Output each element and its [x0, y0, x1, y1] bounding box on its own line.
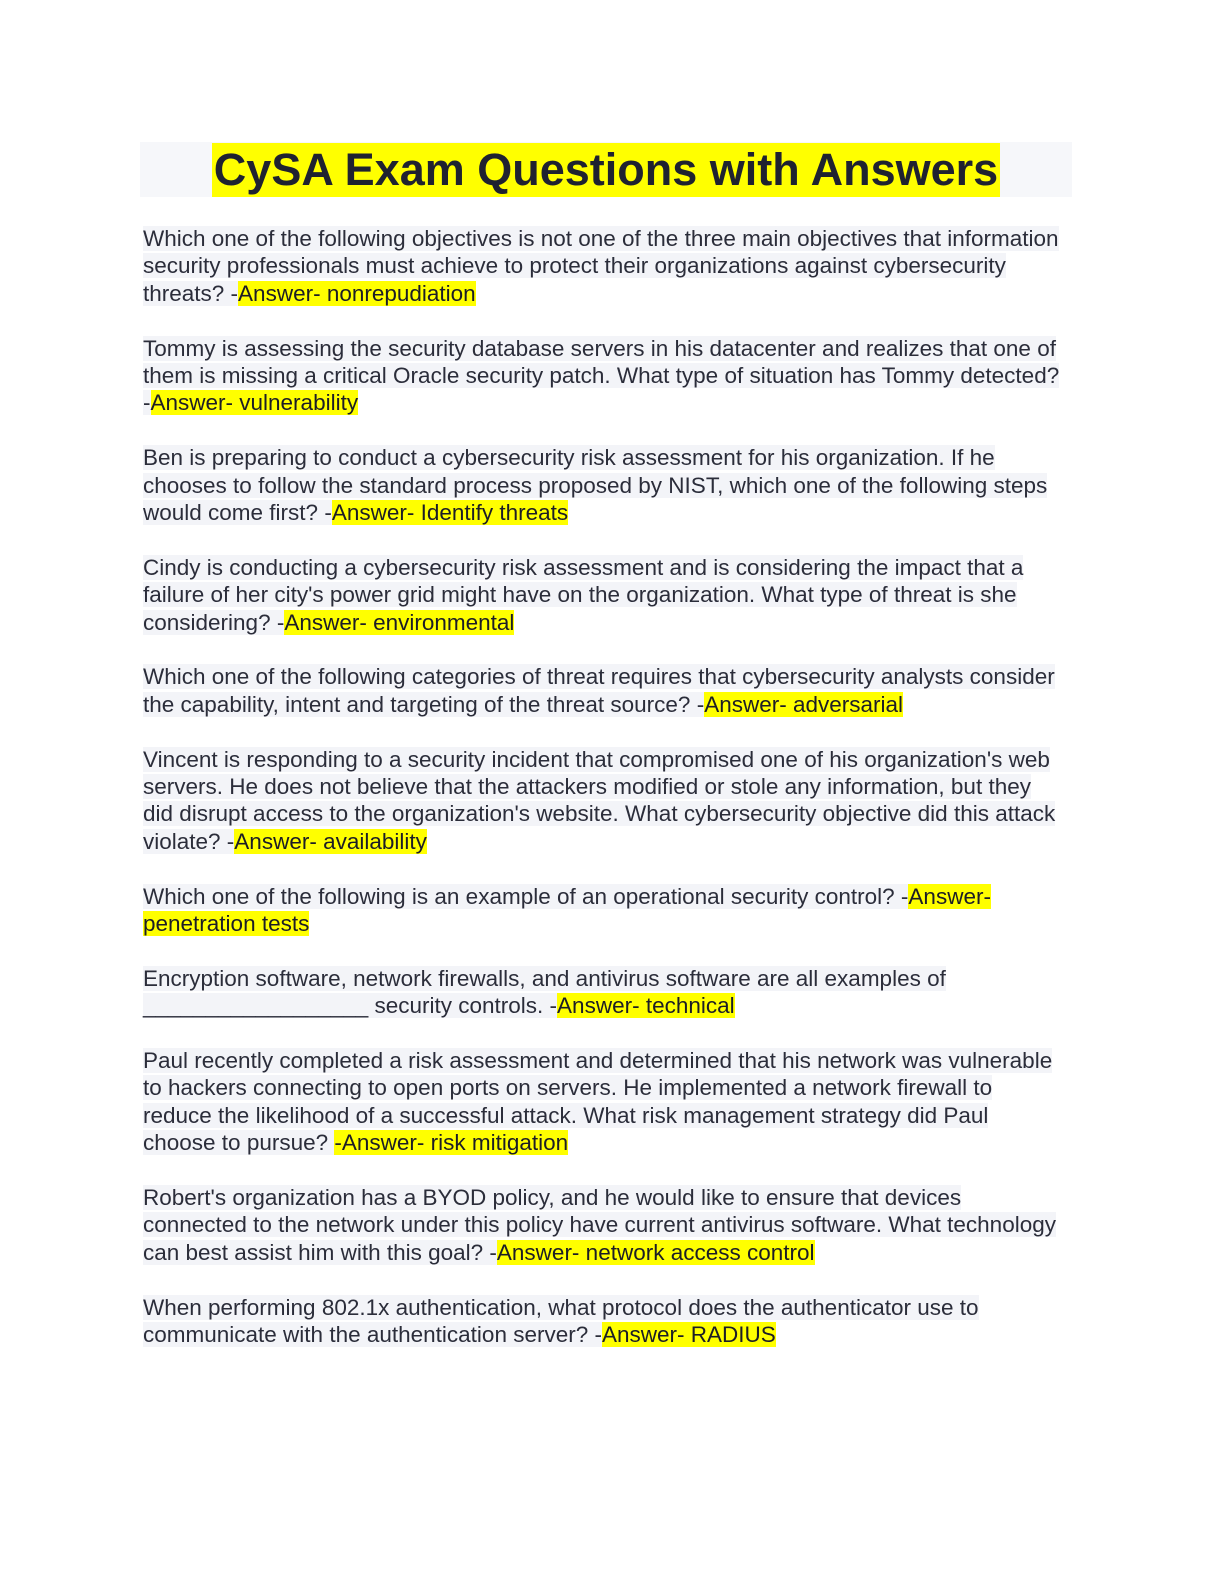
- qa-item: [143, 746, 1063, 856]
- question-text: When performing 802.1x authentication, what protocol does the authenticator use to communicate with the authentication server? -: [143, 1294, 979, 1348]
- question-text: Paul recently completed a risk assessment and determined that his network was vulnerable to hackers connecting to open ports on servers. He implemented a network firewall to reduce the likelihood of a successful attack. What risk management strategy did Paul choose to pursue?: [143, 1048, 1053, 1156]
- question-text: Ben is preparing to conduct a cybersecurity risk assessment for his organization. If he chooses to follow the standard process proposed by NIST, which one of the following steps would come first? -: [143, 445, 1048, 526]
- question-text: Robert's organization has a BYOD policy, and he would like to ensure that devices connected to the network under this policy have current antivirus software. What technology can best assist him with this goal? -: [143, 1185, 1056, 1265]
- answer-text: Answer- adversarial: [704, 691, 904, 717]
- qa-item: [143, 1047, 1063, 1157]
- answer-text: Answer- RADIUS: [601, 1322, 776, 1348]
- qa-item: [143, 965, 1063, 1020]
- document-title: CySA Exam Questions with Answers: [213, 143, 999, 195]
- answer-text: Answer- Identify threats: [331, 500, 569, 526]
- qa-item: [143, 1294, 1063, 1349]
- question-text: Tommy is assessing the security database servers in his datacenter and realizes that one of them is missing a critical Oracle security patch. What type of situation has Tommy detected? -: [143, 335, 1060, 416]
- answer-text: Answer- vulnerability: [150, 390, 359, 416]
- qa-item: [143, 335, 1063, 417]
- question-text: Which one of the following is an example of an operational security control? -: [143, 883, 909, 909]
- qa-item: [143, 663, 1063, 718]
- qa-list: [143, 225, 1063, 1376]
- question-text: Encryption software, network firewalls, and antivirus software are all examples of __________________ security controls. -: [143, 965, 946, 1019]
- qa-item: [143, 883, 1063, 938]
- question-text: Cindy is conducting a cybersecurity risk assessment and is considering the impact that a failure of her city's power grid might have on the organization. What type of threat is she considering? -: [143, 554, 1024, 635]
- answer-text: Answer- penetration tests: [143, 883, 991, 937]
- qa-item: [143, 444, 1063, 526]
- qa-item: [143, 1184, 1063, 1266]
- question-text: Which one of the following categories of threat requires that cybersecurity analysts consider the capability, intent and targeting of the threat source? -: [143, 664, 1055, 717]
- question-text: Vincent is responding to a security incident that compromised one of his organization's web servers. He does not believe that the attackers modified or stole any information, but they did disrupt access to the organization's website. What cybersecurity objective did this attack violate? -: [143, 746, 1056, 854]
- answer-text: Answer- availability: [234, 828, 427, 854]
- answer-text: Answer- nonrepudiation: [238, 280, 476, 306]
- answer-text: Answer- network access control: [496, 1239, 815, 1265]
- question-text: Which one of the following objectives is not one of the three main objectives that information security professionals must achieve to protect their organizations against cybersecurity threats? -: [143, 226, 1059, 306]
- answer-text: Answer- technical: [557, 993, 735, 1019]
- answer-text: Answer- environmental: [284, 609, 515, 635]
- title-band: [140, 142, 1072, 197]
- qa-item: [143, 554, 1063, 636]
- qa-item: [143, 225, 1063, 307]
- answer-text: -Answer- risk mitigation: [334, 1130, 569, 1156]
